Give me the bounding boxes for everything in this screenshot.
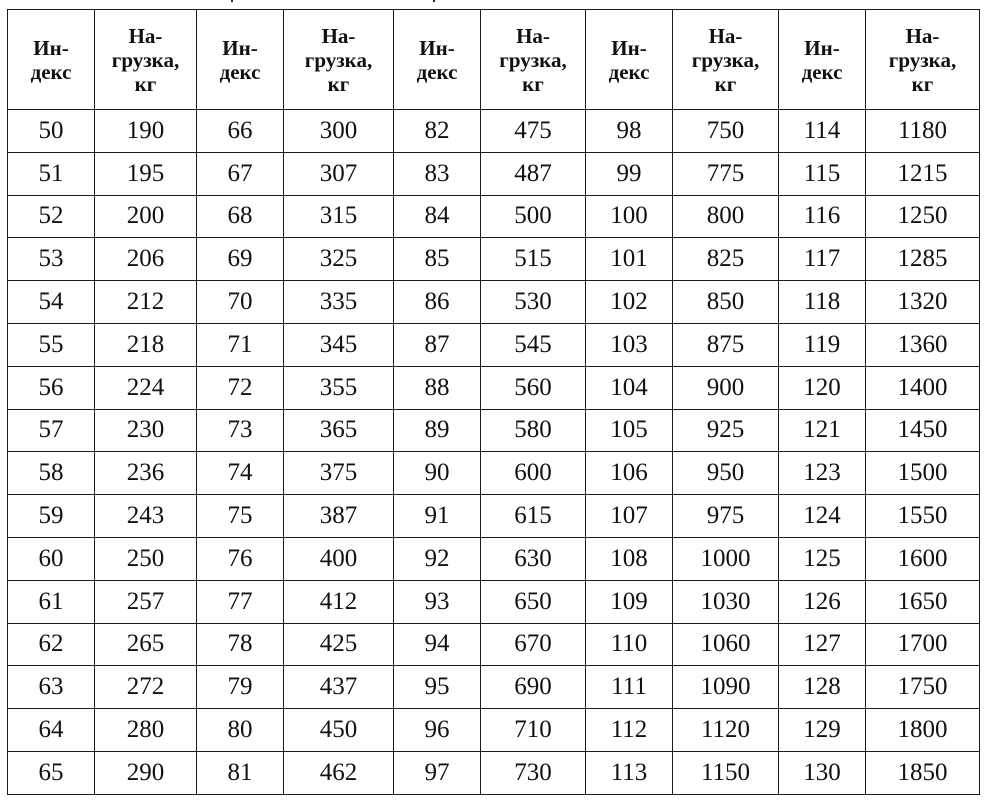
index-cell: 124 [779,495,866,538]
header-load-kg: На- грузка, кг [673,10,779,110]
index-cell: 90 [394,452,481,495]
index-cell: 121 [779,409,866,452]
index-cell: 82 [394,110,481,153]
load-cell: 224 [95,366,197,409]
table-row [8,152,980,195]
load-cell: 375 [284,452,394,495]
header-index: Ин- декс [197,10,284,110]
index-cell: 129 [779,709,866,752]
index-cell: 64 [8,709,95,752]
table-row [8,366,980,409]
load-cell: 710 [481,709,586,752]
load-cell: 387 [284,495,394,538]
index-cell: 63 [8,666,95,709]
index-cell: 130 [779,751,866,794]
header-load-kg: На- грузка, кг [95,10,197,110]
table-row [8,666,980,709]
load-cell: 875 [673,323,779,366]
index-cell: 71 [197,323,284,366]
index-cell: 102 [586,281,673,324]
index-cell: 65 [8,751,95,794]
load-cell: 750 [673,110,779,153]
load-cell: 545 [481,323,586,366]
load-cell: 500 [481,195,586,238]
load-cell: 1250 [866,195,980,238]
index-cell: 119 [779,323,866,366]
load-cell: 190 [95,110,197,153]
table-row [8,323,980,366]
load-cell: 800 [673,195,779,238]
index-cell: 91 [394,495,481,538]
table-row [8,281,980,324]
load-cell: 1400 [866,366,980,409]
index-cell: 108 [586,537,673,580]
index-cell: 116 [779,195,866,238]
load-cell: 200 [95,195,197,238]
index-cell: 93 [394,580,481,623]
index-cell: 128 [779,666,866,709]
load-cell: 243 [95,495,197,538]
load-cell: 1750 [866,666,980,709]
index-cell: 68 [197,195,284,238]
load-cell: 437 [284,666,394,709]
load-cell: 1215 [866,152,980,195]
table-header-row [8,10,980,110]
index-cell: 62 [8,623,95,666]
header-index: Ин- декс [586,10,673,110]
index-cell: 106 [586,452,673,495]
index-cell: 58 [8,452,95,495]
index-cell: 127 [779,623,866,666]
table-row [8,110,980,153]
index-cell: 76 [197,537,284,580]
load-cell: 1850 [866,751,980,794]
table-row [8,238,980,281]
index-cell: 94 [394,623,481,666]
load-cell: 900 [673,366,779,409]
index-cell: 92 [394,537,481,580]
index-cell: 97 [394,751,481,794]
index-cell: 50 [8,110,95,153]
table-row [8,195,980,238]
load-cell: 355 [284,366,394,409]
load-cell: 775 [673,152,779,195]
index-cell: 85 [394,238,481,281]
load-cell: 450 [284,709,394,752]
table-body [8,110,980,795]
load-cell: 462 [284,751,394,794]
index-cell: 95 [394,666,481,709]
index-cell: 88 [394,366,481,409]
table-row [8,495,980,538]
index-cell: 73 [197,409,284,452]
load-cell: 1650 [866,580,980,623]
index-cell: 112 [586,709,673,752]
index-cell: 126 [779,580,866,623]
index-cell: 107 [586,495,673,538]
index-cell: 74 [197,452,284,495]
index-cell: 55 [8,323,95,366]
load-cell: 690 [481,666,586,709]
load-cell: 325 [284,238,394,281]
header-load-kg: На- грузка, кг [481,10,586,110]
index-cell: 53 [8,238,95,281]
index-cell: 113 [586,751,673,794]
load-cell: 195 [95,152,197,195]
load-cell: 335 [284,281,394,324]
index-cell: 98 [586,110,673,153]
index-cell: 78 [197,623,284,666]
load-cell: 650 [481,580,586,623]
header-load-kg: На- грузка, кг [866,10,980,110]
index-cell: 51 [8,152,95,195]
load-cell: 580 [481,409,586,452]
load-cell: 630 [481,537,586,580]
index-cell: 117 [779,238,866,281]
index-cell: 125 [779,537,866,580]
header-load-kg: На- грузка, кг [284,10,394,110]
load-cell: 1550 [866,495,980,538]
load-cell: 475 [481,110,586,153]
load-cell: 206 [95,238,197,281]
index-cell: 52 [8,195,95,238]
index-cell: 75 [197,495,284,538]
load-cell: 400 [284,537,394,580]
load-cell: 280 [95,709,197,752]
index-cell: 99 [586,152,673,195]
load-cell: 730 [481,751,586,794]
load-cell: 425 [284,623,394,666]
load-cell: 487 [481,152,586,195]
index-cell: 66 [197,110,284,153]
index-cell: 89 [394,409,481,452]
index-cell: 87 [394,323,481,366]
index-cell: 57 [8,409,95,452]
index-cell: 83 [394,152,481,195]
table-row [8,537,980,580]
index-cell: 111 [586,666,673,709]
table-row [8,580,980,623]
table-row [8,751,980,794]
load-cell: 1700 [866,623,980,666]
header-index: Ин- декс [394,10,481,110]
index-cell: 109 [586,580,673,623]
load-index-table [7,9,980,795]
index-cell: 110 [586,623,673,666]
load-cell: 1060 [673,623,779,666]
load-cell: 230 [95,409,197,452]
load-cell: 250 [95,537,197,580]
load-cell: 265 [95,623,197,666]
load-cell: 257 [95,580,197,623]
load-cell: 1150 [673,751,779,794]
load-cell: 515 [481,238,586,281]
index-cell: 86 [394,281,481,324]
load-cell: 236 [95,452,197,495]
index-cell: 59 [8,495,95,538]
table-row [8,409,980,452]
load-cell: 825 [673,238,779,281]
table-row [8,623,980,666]
load-cell: 300 [284,110,394,153]
index-cell: 84 [394,195,481,238]
load-cell: 1000 [673,537,779,580]
load-cell: 1800 [866,709,980,752]
table-row [8,452,980,495]
index-cell: 72 [197,366,284,409]
load-cell: 925 [673,409,779,452]
load-cell: 850 [673,281,779,324]
load-cell: 530 [481,281,586,324]
load-cell: 950 [673,452,779,495]
load-cell: 615 [481,495,586,538]
load-cell: 345 [284,323,394,366]
index-cell: 77 [197,580,284,623]
load-cell: 1600 [866,537,980,580]
load-cell: 1320 [866,281,980,324]
index-cell: 101 [586,238,673,281]
load-cell: 290 [95,751,197,794]
index-cell: 120 [779,366,866,409]
load-cell: 1450 [866,409,980,452]
header-index: Ин- декс [8,10,95,110]
load-cell: 670 [481,623,586,666]
index-cell: 80 [197,709,284,752]
load-cell: 212 [95,281,197,324]
index-cell: 67 [197,152,284,195]
index-cell: 100 [586,195,673,238]
load-cell: 1360 [866,323,980,366]
load-cell: 218 [95,323,197,366]
load-cell: 365 [284,409,394,452]
load-cell: 1285 [866,238,980,281]
load-cell: 975 [673,495,779,538]
index-cell: 104 [586,366,673,409]
load-cell: 1180 [866,110,980,153]
index-cell: 115 [779,152,866,195]
index-cell: 54 [8,281,95,324]
index-cell: 103 [586,323,673,366]
index-cell: 61 [8,580,95,623]
index-cell: 70 [197,281,284,324]
index-cell: 81 [197,751,284,794]
load-cell: 560 [481,366,586,409]
index-cell: 56 [8,366,95,409]
index-cell: 123 [779,452,866,495]
load-cell: 1090 [673,666,779,709]
index-cell: 118 [779,281,866,324]
table-row [8,709,980,752]
index-cell: 60 [8,537,95,580]
header-index: Ин- декс [779,10,866,110]
load-cell: 412 [284,580,394,623]
index-cell: 105 [586,409,673,452]
load-cell: 272 [95,666,197,709]
index-cell: 96 [394,709,481,752]
load-cell: 1030 [673,580,779,623]
load-cell: 315 [284,195,394,238]
index-cell: 69 [197,238,284,281]
load-cell: 600 [481,452,586,495]
cropped-text-remnant [0,0,987,4]
load-cell: 1120 [673,709,779,752]
index-cell: 114 [779,110,866,153]
load-cell: 307 [284,152,394,195]
index-cell: 79 [197,666,284,709]
load-cell: 1500 [866,452,980,495]
